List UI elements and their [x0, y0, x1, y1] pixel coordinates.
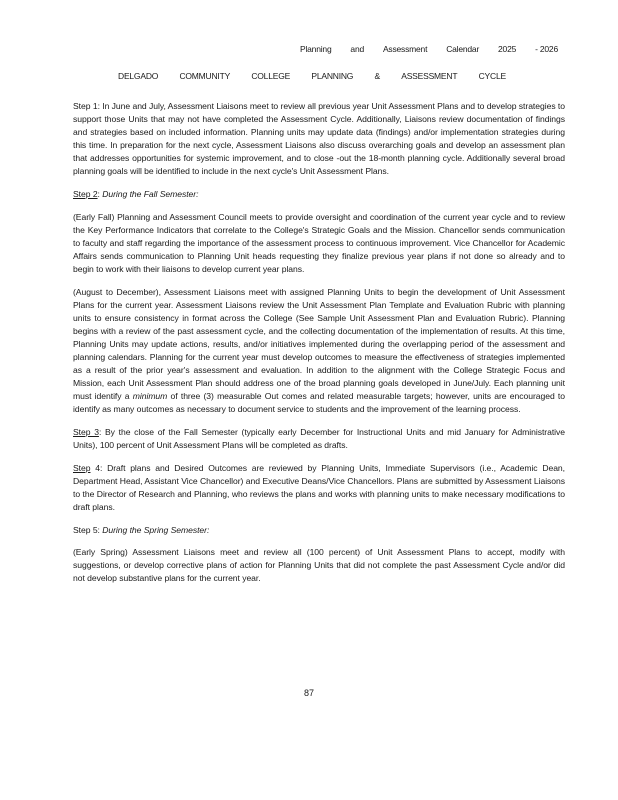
step3-text: : By the close of the Fall Semester (typically early December for Instructional Units and mid January for Administrative Units), 100 percent of Unit Assessment Plans will be completed as drafts. — [73, 427, 565, 451]
step5-label: Step 5: — [73, 524, 103, 535]
step5-title: During the Spring Semester: — [102, 524, 210, 535]
step2-paragraph-aug-dec — [73, 286, 565, 417]
step2-title: During the Fall Semester: — [102, 189, 199, 200]
step5-paragraph-early-spring: (Early Spring) Assessment Liaisons meet and review all (100 percent) of Unit Assessment Plans to accept, modify with suggestions, or develop corrective plans of action for Planning Units that did not complete the past Assessment Cycle and/or did not develop substantive plans for the current year. — [73, 547, 565, 584]
step5-heading — [73, 524, 565, 537]
header-word: and — [350, 44, 365, 54]
document-body — [73, 100, 565, 595]
page-number: 87 — [303, 688, 314, 698]
step2-label: Step 2 — [73, 189, 98, 200]
minimum-emphasis: minimum — [132, 391, 168, 402]
step4-label: Step — [73, 462, 91, 473]
header-word: Assessment — [382, 44, 428, 54]
step2-heading — [73, 188, 565, 201]
step4-text: 4: Draft plans and Desired Outcomes are reviewed by Planning Units, Immediate Supervisors (i.e., Academic Dean, Department Head, Assistant Vice Chancellor) and Executive Deans/Vice Chancellors. Plans are submitted by Assessment Liaisons to the Director of Research and Planning, who reviews the plans and works with planning units to make necessary modifications to draft plans. — [73, 462, 565, 513]
step2-text-a: (August to December), Assessment Liaisons meet with assigned Planning Units to begin the development of Unit Assessment Plans for the current year. Assessment Liaisons review the Unit Assessment Plan Template and Evaluation Rubric with planning units to ensure consistency in format across the College (See Sample Unit Assessment Plan and Evaluation Rubric). Planning begins with a review of the past assessment cycle, and the collecting documentation of the implementation of results. At this time, Planning Units may update actions, results, and/or initiatives implemented during the overlapping period of the assessment and planning calendars. Planning for the current year must develop outcomes to measure the effectiveness of strategies implemented as a result of the prior year's assessment and evaluation. In addition to the alignment with the College Strategic Focus and Mission, each Unit Assessment Plan should address one of the broad planning goals developed in June/July. Each planning unit must identify a — [73, 286, 565, 402]
header-word: Planning — [300, 44, 332, 54]
step3-paragraph — [73, 426, 565, 452]
header-word: ASSESSMENT — [401, 71, 458, 81]
header-word: COLLEGE — [251, 71, 291, 81]
header-word: DELGADO — [118, 71, 159, 81]
cycle-header — [118, 71, 506, 81]
step4-paragraph — [73, 462, 565, 514]
step2-paragraph-early-fall: (Early Fall) Planning and Assessment Council meets to provide oversight and coordination of the current year cycle and to review the Key Performance Indicators that correlate to the College's Strategic Goals and the Mission. Chancellor sends communication to faculty and staff regarding the importance of the assessment process to continuous improvement. Vice Chancellor for Academic Affairs sends communication to Planning Unit heads requesting they finalize previous year plans if not done so already and to begin to work with their liaisons to develop current year plans. — [73, 211, 565, 275]
step1-paragraph: Step 1: In June and July, Assessment Liaisons meet to review all previous year Unit Assessment Plans and to develop strategies to support those Units that may not have completed the Assessment Cycle. Additionally, Liaisons review documentation of findings and strategies based on included information. Planning units may update data (findings) and/or implementation strategies during this time. In preparation for the next cycle, Assessment Liaisons also discuss overarching goals and develop an assessment plan that addresses opportunities for systemic improvement, and to close -out the 18-month planning cycle. Additionally several broad planning goals will be identified to include in the next cycle's Unit Assessment Plans. — [73, 101, 565, 177]
calendar-header — [300, 44, 558, 54]
step3-label: Step 3 — [73, 427, 99, 438]
header-word: 2025 — [498, 44, 517, 54]
header-word: COMMUNITY — [179, 71, 231, 81]
header-word: - 2026 — [535, 44, 558, 54]
step2-text-b: of three (3) measurable Out comes and related measurable targets; however, units are encouraged to identify as many outcomes as necessary to document service to students and the improvement of the learning process. — [73, 391, 565, 415]
header-word: & — [374, 71, 380, 81]
header-word: PLANNING — [311, 71, 354, 81]
header-word: CYCLE — [478, 71, 506, 81]
step2-colon: : — [97, 189, 103, 200]
header-word: Calendar — [446, 44, 480, 54]
